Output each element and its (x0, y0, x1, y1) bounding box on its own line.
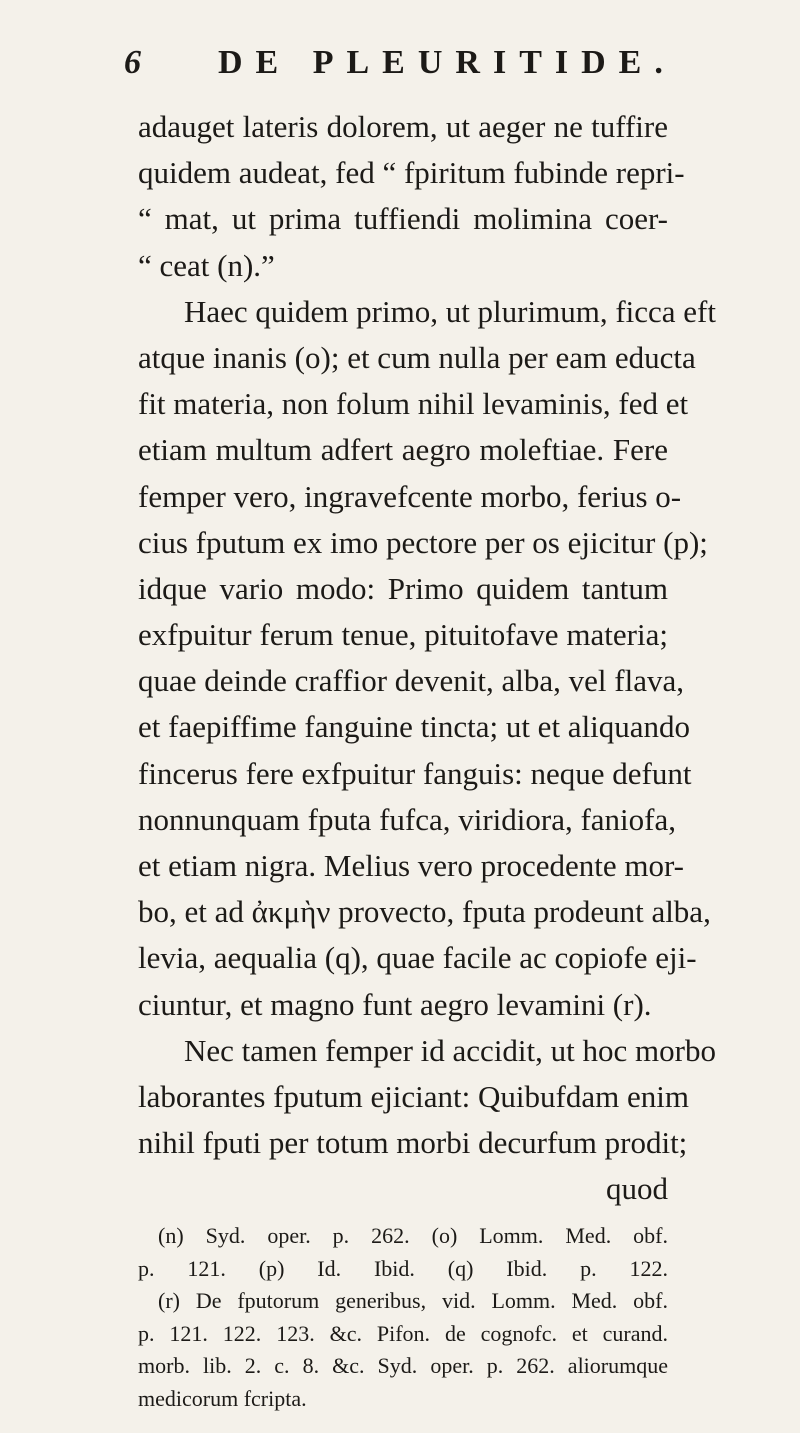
text-line: “ ceat (n).” (138, 247, 275, 283)
footnote-line: (n) Syd. oper. p. 262. (o) Lomm. Med. obf. (158, 1223, 668, 1248)
text-line: atque inanis (o); et cum nulla per eam educta (138, 339, 696, 375)
running-title: DE PLEURITIDE. (218, 44, 676, 81)
text-line: et etiam nigra. Melius vero procedente mor- (138, 848, 684, 883)
text-line: bo, et ad ἀκμὴν provecto, fputa prodeunt alba, (138, 894, 711, 930)
text-line: etiam multum adfert aegro moleftiae. Fere (138, 432, 668, 468)
footnotes (138, 1220, 668, 1416)
text-line: et faepiffime fanguine tincta; ut et aliquando (138, 709, 691, 745)
paragraph-start-line: Nec tamen femper id accidit, ut hoc morbo (184, 1032, 716, 1068)
text-line: adauget lateris dolorem, ut aeger ne tuffire (138, 109, 668, 144)
text-line: laborantes fputum ejiciant: Quibufdam enim (138, 1078, 689, 1114)
footnote-line: (r) De fputorum generibus, vid. Lomm. Med. obf. (158, 1288, 668, 1314)
text-line: exfpuitur ferum tenue, pituitofave materia; (138, 617, 668, 653)
text-line: “ mat, ut prima tuffiendi molimina coer- (138, 201, 668, 237)
paragraph-start-line: Haec quidem primo, ut plurimum, ficca eft (184, 293, 716, 329)
text-line: cius fputum ex imo pectore per os ejicitur (p); (138, 524, 708, 560)
catchword: quod (606, 1171, 668, 1207)
footnote-line: p. 121. 122. 123. &c. Pifon. de cognofc. et curand. (138, 1320, 668, 1346)
text-line: fit materia, non folum nihil levaminis, fed et (138, 386, 689, 422)
text-line: quidem audeat, fed “ fpiritum fubinde repri- (138, 155, 685, 191)
text-line: fincerus fere exfpuitur fanguis: neque defunt (138, 755, 692, 791)
text-line: femper vero, ingravefcente morbo, ferius o- (138, 478, 682, 514)
footnote-line: morb. lib. 2. c. 8. &c. Syd. oper. p. 262. aliorumque (138, 1353, 668, 1379)
text-line: levia, aequalia (q), quae facile ac copiofe eji- (138, 940, 697, 976)
text-line: nonnunquam fputa fufca, viridiora, faniofa, (138, 801, 677, 837)
text-line: idque vario modo: Primo quidem tantum (138, 570, 668, 606)
text-line: quae deinde craffior devenit, alba, vel flava, (138, 663, 684, 699)
page-header (124, 44, 684, 94)
text-line: ciuntur, et magno funt aegro levamini (r). (138, 986, 652, 1022)
body-text (138, 104, 716, 1213)
page-number: 6 (124, 44, 141, 81)
text-line: nihil fputi per totum morbi decurfum prodit; (138, 1125, 688, 1161)
footnote-line: p. 121. (p) Id. Ibid. (q) Ibid. p. 122. (138, 1255, 668, 1281)
footnote-line: medicorum fcripta. (138, 1385, 307, 1411)
